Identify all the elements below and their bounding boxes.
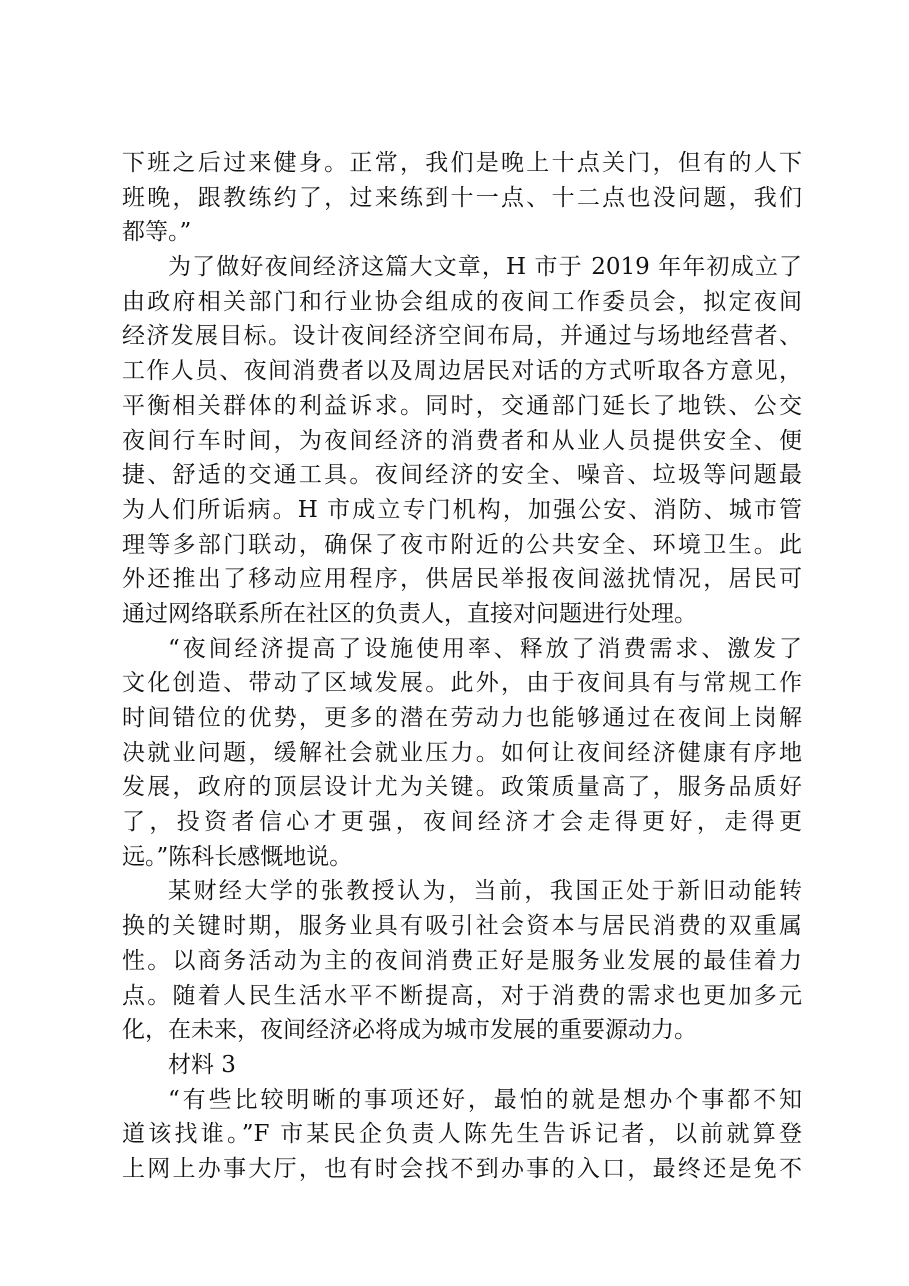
text-line: 班晚，跟教练约了，过来练到十一点、十二点也没问题，我们	[122, 184, 802, 211]
paragraph-first-line: 某财经大学的张教授认为，当前，我国正处于新旧动能转	[168, 878, 802, 905]
section-heading: 材料 3	[168, 1051, 236, 1078]
paragraph-first-line: 为了做好夜间经济这篇大文章，H 市于 2019 年年初成立了	[168, 254, 802, 281]
text-line: 上网上办事大厅，也有时会找不到办事的入口，最终还是免不	[122, 1155, 802, 1182]
text-line: 工作人员、夜间消费者以及周边居民对话的方式听取各方意见，	[122, 358, 802, 385]
text-line: 通过网络联系所在社区的负责人，直接对问题进行处理。	[122, 600, 697, 627]
text-line: 捷、舒适的交通工具。夜间经济的安全、噪音、垃圾等问题最	[122, 462, 802, 489]
text-line: 点。随着人民生活水平不断提高，对于消费的需求也更加多元	[122, 982, 802, 1009]
text-line: 换的关键时期，服务业具有吸引社会资本与居民消费的双重属	[122, 913, 802, 940]
text-line: 外还推出了移动应用程序，供居民举报夜间滋扰情况，居民可	[122, 566, 802, 593]
body-text	[122, 146, 802, 1187]
text-line: 文化创造、带动了区域发展。此外，由于夜间具有与常规工作	[122, 670, 802, 697]
text-line: 都等。”	[122, 219, 192, 246]
text-line: 了，投资者信心才更强，夜间经济才会走得更好，走得更	[122, 809, 802, 836]
text-line: 时间错位的优势，更多的潜在劳动力也能够通过在夜间上岗解	[122, 705, 802, 731]
text-line: 理等多部门联动，确保了夜市附近的公共安全、环境卫生。此	[122, 531, 802, 558]
text-line: 道该找谁。”F 市某民企负责人陈先生告诉记者，以前就算登	[122, 1121, 802, 1148]
text-line: 化，在未来，夜间经济必将成为城市发展的重要源动力。	[122, 1017, 697, 1044]
text-line: 为人们所诟病。H 市成立专门机构，加强公安、消防、城市管	[122, 496, 802, 523]
text-line: 决就业问题，缓解社会就业压力。如何让夜间经济健康有序地	[122, 739, 802, 766]
text-line: 经济发展目标。设计夜间经济空间布局，并通过与场地经营者、	[122, 323, 802, 350]
text-line: 性。以商务活动为主的夜间消费正好是服务业发展的最佳着力	[122, 947, 802, 974]
text-line: 夜间行车时间，为夜间经济的消费者和从业人员提供安全、便	[122, 427, 802, 454]
text-line: 下班之后过来健身。正常，我们是晚上十点关门，但有的人下	[122, 150, 802, 176]
paragraph-first-line: “有些比较明晰的事项还好，最怕的就是想办个事都不知	[168, 1086, 802, 1113]
text-line: 平衡相关群体的利益诉求。同时，交通部门延长了地铁、公交	[122, 392, 802, 419]
paragraph-first-line: “夜间经济提高了设施使用率、释放了消费需求、激发了	[168, 635, 802, 662]
text-line: 由政府相关部门和行业协会组成的夜间工作委员会，拟定夜间	[122, 288, 802, 315]
text-line: 发展，政府的顶层设计尤为关键。政策质量高了，服务品质好	[122, 774, 802, 801]
text-line: 远。”陈科长感慨地说。	[122, 843, 353, 870]
